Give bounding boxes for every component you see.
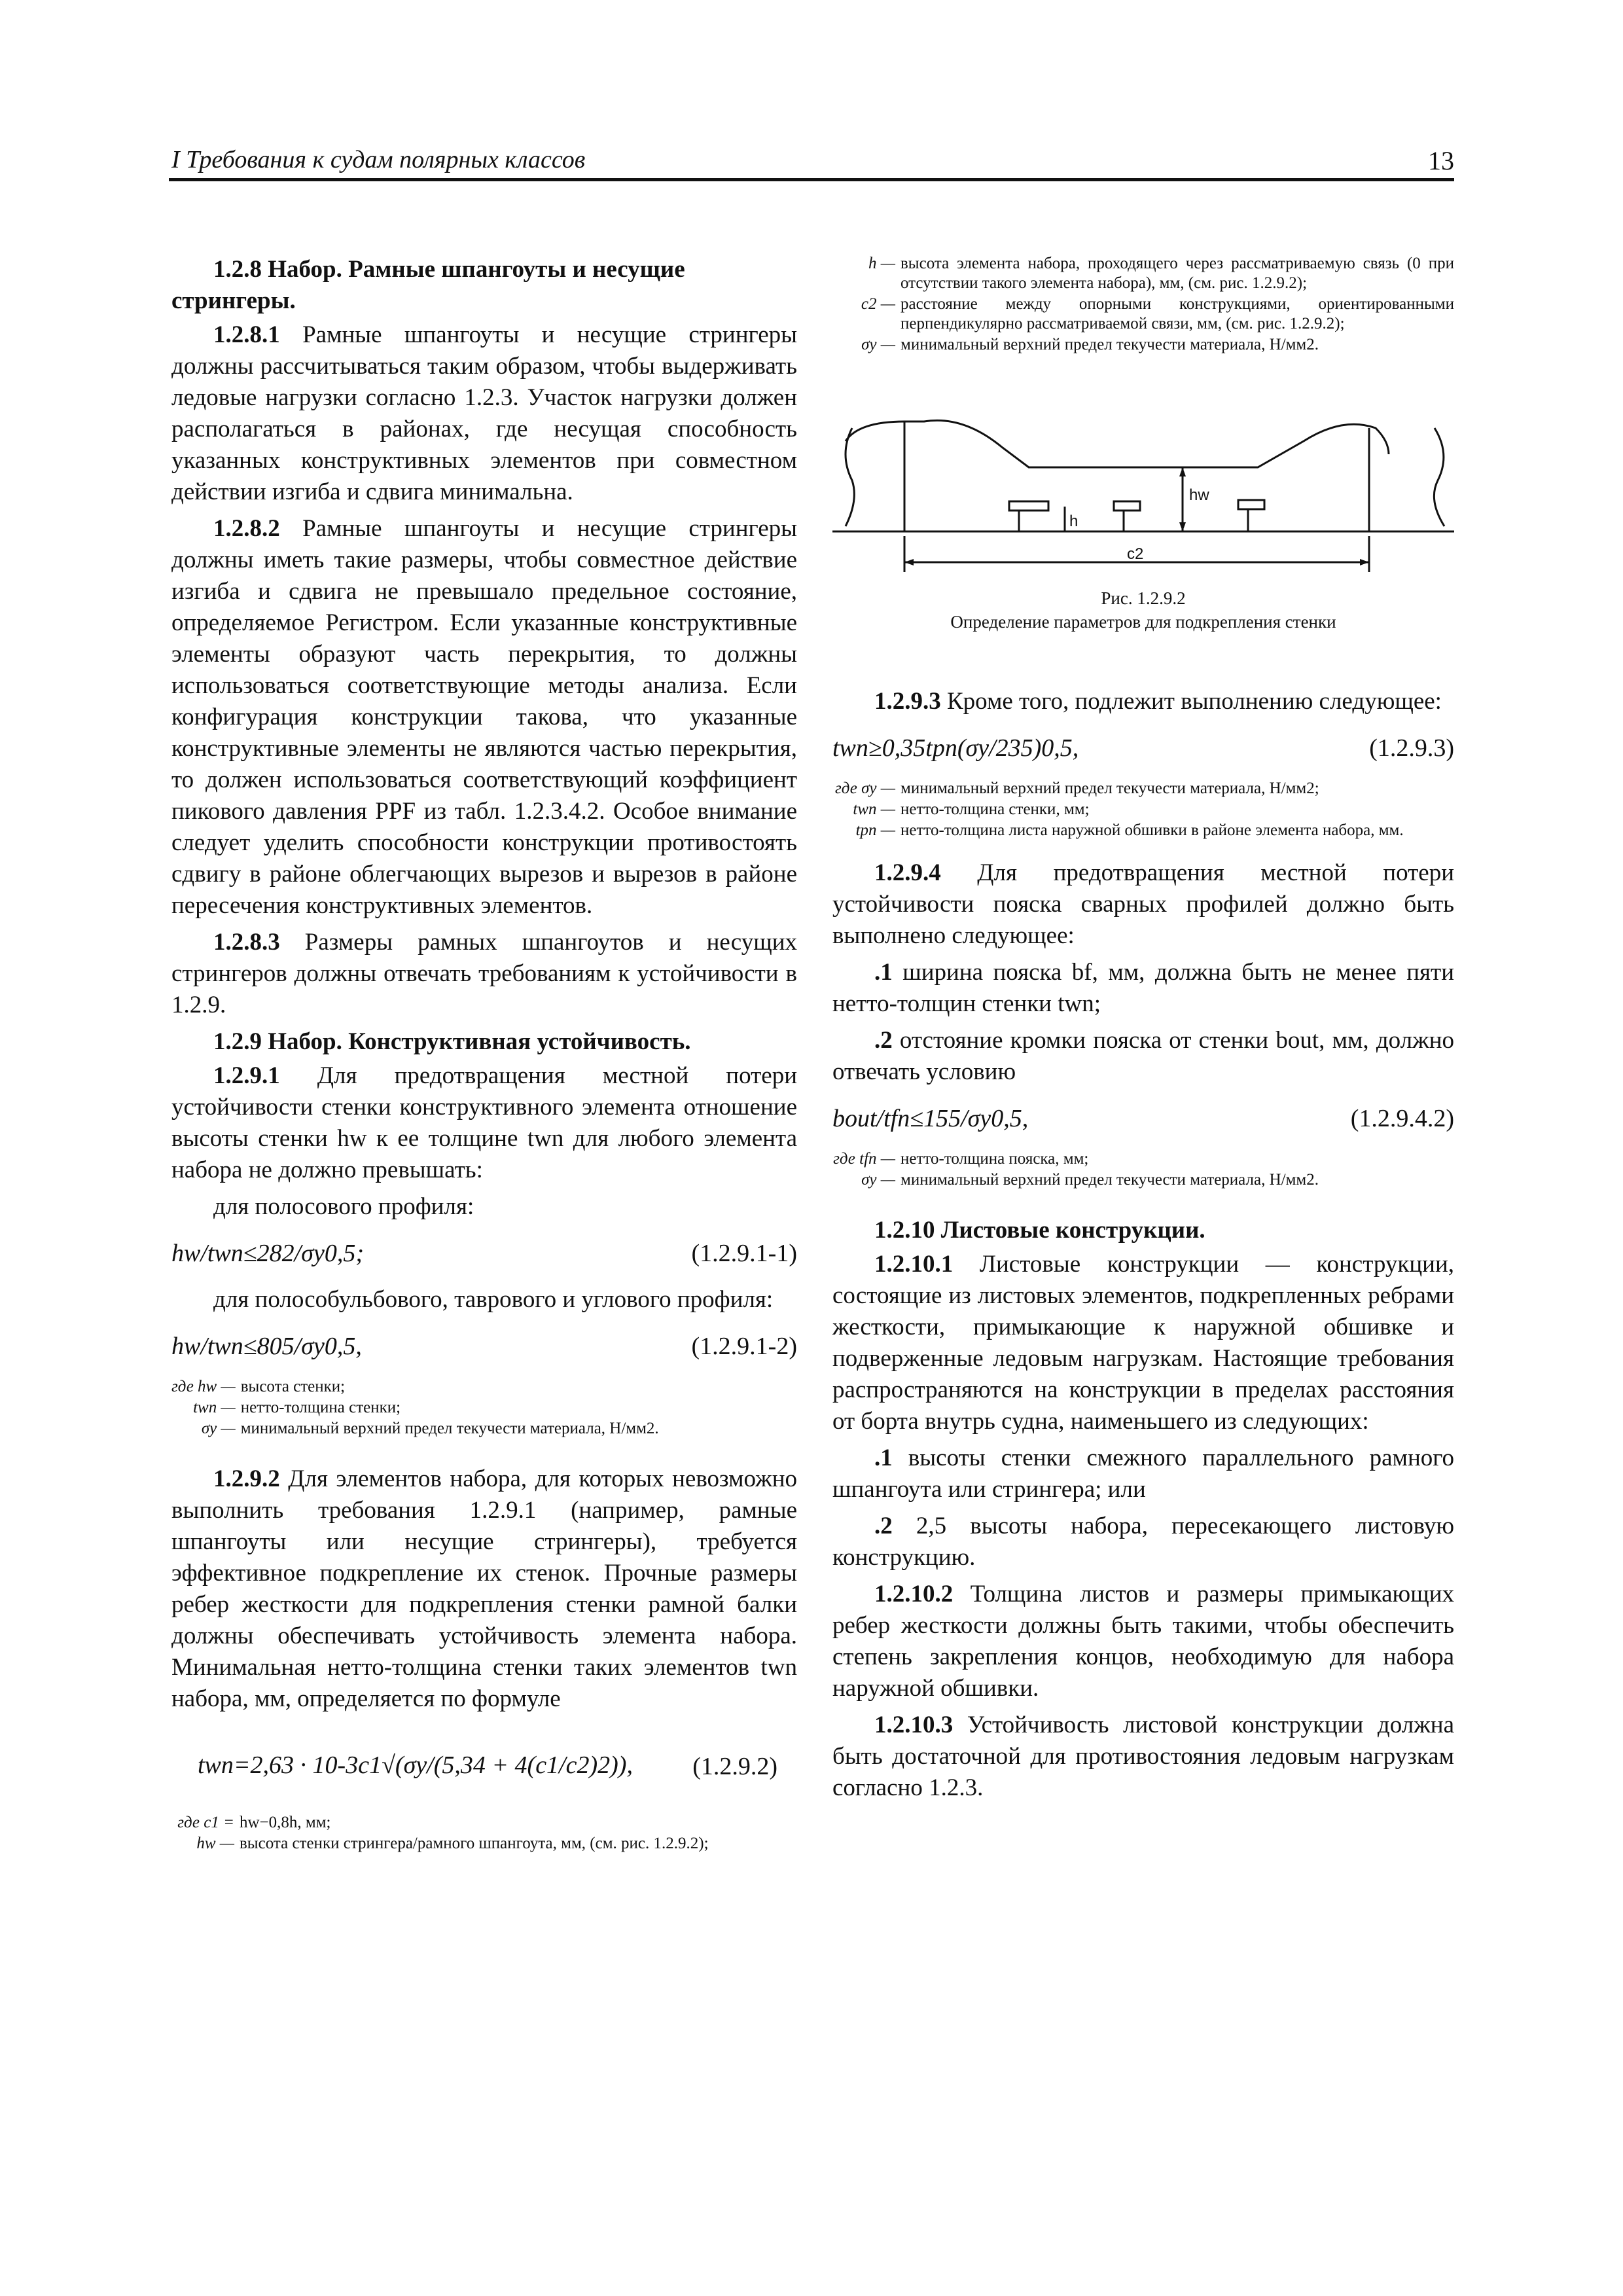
formula-1-2-9-3 — [832, 732, 1454, 764]
legend-row: σy — минимальный верхний предел текучести материала, Н/мм2. — [861, 1171, 1319, 1189]
formula-expression: hw/twn≤282/σy0,5; — [171, 1240, 364, 1267]
legend-1 — [171, 1377, 797, 1440]
label-c2: c2 — [1127, 545, 1144, 563]
legend-row: hw — высота стенки стрингера/рамного шпангоута, мм, (см. рис. 1.2.9.2); — [196, 1835, 709, 1852]
paragraph-1-2-9-4-2: .2 отстояние кромки пояска от стенки bout, мм, должно отвечать условию — [832, 1027, 1454, 1085]
legend-2 — [171, 1813, 797, 1855]
stiffener-diagram — [832, 402, 1454, 579]
paragraph-1-2-9-3: 1.2.9.3 Кроме того, подлежит выполнению следующее: — [874, 688, 1442, 715]
left-column — [171, 254, 797, 1861]
figure-caption — [832, 586, 1454, 634]
legend-4 — [832, 779, 1454, 842]
stiffener-flange — [1238, 500, 1264, 509]
legend-row: twn — нетто-толщина стенки, мм; — [853, 800, 1090, 818]
formula-number: (1.2.9.1-1) — [691, 1240, 797, 1267]
formula-1-2-9-2 — [171, 1741, 797, 1793]
legend-row: где σy — минимальный верхний предел текучести материала, Н/мм2; — [835, 780, 1319, 797]
legend-row: σy — минимальный верхний предел текучести материала, Н/мм2. — [861, 336, 1319, 353]
formula-1-2-9-1-1 — [171, 1237, 797, 1270]
figure-number: Рис. 1.2.9.2 — [1101, 588, 1186, 608]
formula-expression: hw/twn≤805/σy0,5, — [171, 1333, 362, 1360]
paragraph-1-2-10-1-2: .2 2,5 высоты набора, пересекающего листовую конструкцию. — [832, 1513, 1454, 1571]
legend-row: где tfn — нетто-толщина пояска, мм; — [833, 1150, 1089, 1168]
formula-1-2-9-4-2 — [832, 1102, 1454, 1135]
paragraph-1-2-9-1: 1.2.9.1 Для предотвращения местной потери устойчивости стенки конструктивного элемента отношение высоты стенки hw к ее толщине twn для любого элемента набора не должно превышать: — [171, 1062, 797, 1183]
bulb-profile-label: для полособульбового, таврового и углового профиля: — [213, 1286, 774, 1313]
legend-row: где hw — высота стенки; — [171, 1378, 346, 1395]
formula-expression: bout/tfn≤155/σy0,5, — [832, 1105, 1029, 1132]
legend-row: tpn — нетто-толщина листа наружной обшивки в районе элемента набора, мм. — [855, 821, 1404, 839]
stiffener-flange — [1009, 501, 1048, 511]
paragraph-1-2-9-2: 1.2.9.2 Для элементов набора, для которых невозможно выполнить требования 1.2.9.1 (например, рамные шпангоуты или несущие стрингеры), требуется эффективное подкрепление их стенок. Прочные размеры ребер жесткости для подкрепления стенки рамной балки должны обеспечивать устойчивость элемента набора. Минимальная нетто-толщина стенки таких элементов twn набора, мм, определяется по формуле — [171, 1465, 797, 1712]
paragraph-1-2-9-4: 1.2.9.4 Для предотвращения местной потери устойчивости пояска сварных профилей должно быть выполнено следующее: — [832, 859, 1454, 949]
section-heading-1-2-9: 1.2.9 Набор. Конструктивная устойчивость. — [213, 1028, 691, 1055]
formula-number: (1.2.9.4.2) — [1350, 1105, 1454, 1132]
figure-title: Определение параметров для подкрепления стенки — [950, 612, 1336, 632]
deck-profile — [846, 420, 1389, 467]
paragraph-1-2-8-3: 1.2.8.3 Размеры рамных шпангоутов и несущих стрингеров должны отвечать требованиям к устойчивости в 1.2.9. — [171, 929, 797, 1018]
paragraph-1-2-10-2: 1.2.10.2 Толщина листов и размеры примыкающих ребер жесткости должны быть такими, чтобы обеспечить степень закрепления концов, необходимую для набора наружной обшивки. — [832, 1581, 1454, 1702]
flat-profile-label: для полосового профиля: — [213, 1193, 474, 1220]
stiffener-flange — [1114, 501, 1140, 511]
right-column — [832, 254, 1454, 1809]
formula-number: (1.2.9.1-2) — [691, 1333, 797, 1360]
header-rule — [169, 178, 1454, 181]
formula-expression: twn=2,63 · 10-3c1√(σy/(5,34 + 4(c1/c2)2)), — [198, 1751, 633, 1779]
figure-1-2-9-2 — [832, 402, 1454, 579]
section-heading-1-2-10: 1.2.10 Листовые конструкции. — [874, 1217, 1205, 1244]
paragraph-1-2-8-2: 1.2.8.2 Рамные шпангоуты и несущие стрингеры должны иметь такие размеры, чтобы совместное действие изгиба и сдвига не превышало предельное состояние, определяемое Регистром. Если указанные конструктивные элементы образуют часть перекрытия, то должны использоваться соответствующие методы анализа. Если конфигурация конструкции такова, что указанные конструктивные элементы не являются частью перекрытия, то должен использоваться соответствующий коэффициент пикового давления PPF из табл. 1.2.3.4.2. Особое внимание следует уделить способности конструкции противостоять сдвигу в районе облегчающих вырезов и вырезов в районе пересечения конструктивных элементов. — [171, 515, 797, 919]
formula-number: (1.2.9.2) — [692, 1753, 777, 1780]
legend-row: h — высота элемента набора, проходящего через рассматриваемую связь (0 при отсутствии такого элемента набора), мм, (см. рис. 1.2.9.2); — [868, 255, 1454, 292]
paragraph-1-2-8-1: 1.2.8.1 Рамные шпангоуты и несущие стрингеры должны рассчитываться таким образом, чтобы выдерживать ледовые нагрузки согласно 1.2.3. Участок нагрузки должен располагаться в районах, где несущая способность указанных конструктивных элементов при совместном действии изгиба и сдвига минимальна. — [171, 321, 797, 505]
break-line-left — [846, 428, 854, 526]
paragraph-1-2-10-3: 1.2.10.3 Устойчивость листовой конструкции должна быть достаточной для противостояния ледовым нагрузкам согласно 1.2.3. — [832, 1712, 1454, 1801]
legend-row: c2 — расстояние между опорными конструкциями, ориентированными перпендикулярно рассматриваемой связи, мм, (см. рис. 1.2.9.2); — [861, 295, 1454, 332]
legend-3 — [832, 254, 1454, 356]
legend-row: σy — минимальный верхний предел текучести материала, Н/мм2. — [201, 1420, 659, 1437]
section-heading-1-2-8: 1.2.8 Набор. Рамные шпангоуты и несущие стрингеры. — [171, 256, 685, 314]
break-line-right — [1434, 428, 1444, 526]
page-number: 13 — [1428, 146, 1454, 175]
label-hw: hw — [1189, 486, 1209, 504]
formula-expression: twn≥0,35tpn(σy/235)0,5, — [832, 734, 1079, 762]
running-title: I Требования к судам полярных классов — [171, 146, 586, 173]
paragraph-1-2-10-1-1: .1 высоты стенки смежного параллельного рамного шпангоута или стрингера; или — [832, 1444, 1454, 1503]
legend-5 — [832, 1149, 1454, 1191]
formula-number: (1.2.9.3) — [1369, 734, 1454, 762]
paragraph-1-2-10-1: 1.2.10.1 Листовые конструкции — конструкции, состоящие из листовых элементов, подкрепленных ребрами жесткости, примыкающие к наружной обшивке и подверженные ледовым нагрузкам. Настоящие требования распространяются на конструкции в пределах расстояния от борта внутрь судна, наименьшего из следующих: — [832, 1251, 1454, 1435]
label-h: h — [1069, 512, 1079, 530]
legend-row: twn — нетто-толщина стенки; — [193, 1399, 401, 1416]
formula-1-2-9-1-2 — [171, 1330, 797, 1363]
paragraph-1-2-9-4-1: .1 ширина пояска bf, мм, должна быть не менее пяти нетто-толщин стенки twn; — [832, 959, 1454, 1017]
legend-row: где c1 = hw−0,8h, мм; — [177, 1814, 331, 1831]
